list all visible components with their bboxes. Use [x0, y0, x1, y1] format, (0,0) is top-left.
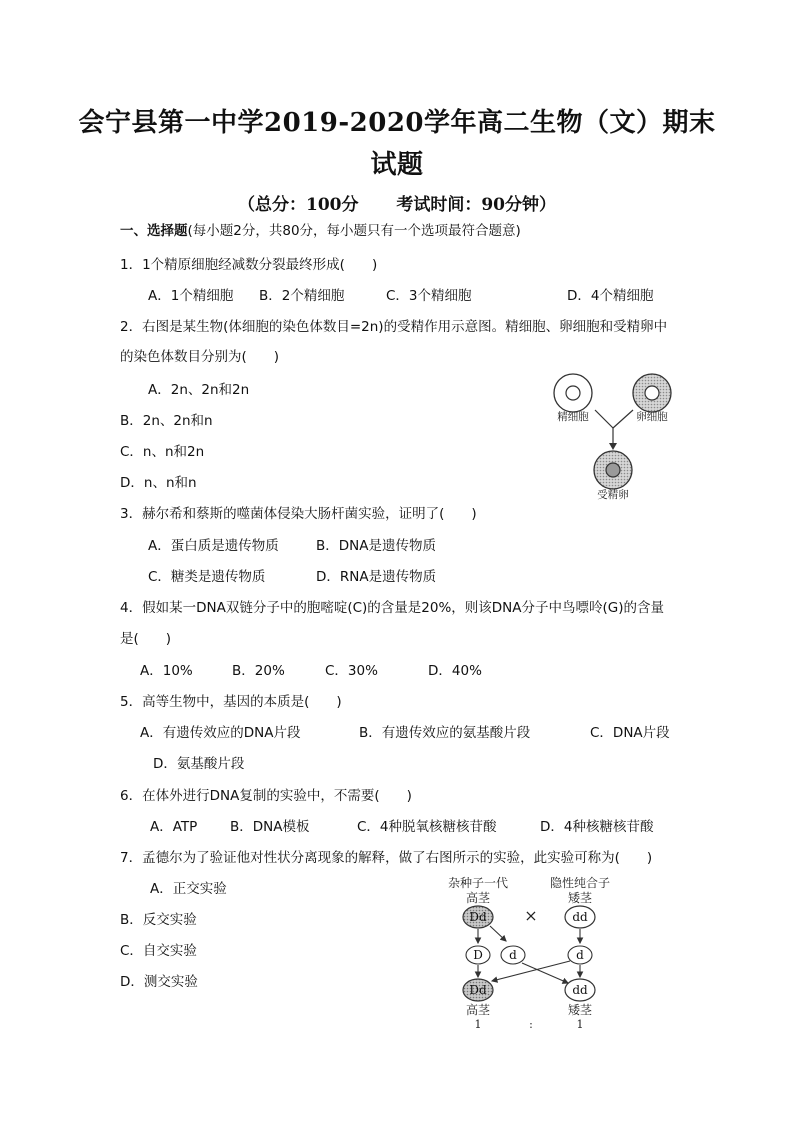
q6-stem: 6．在体外进行DNA复制的实验中，不需要( ) [120, 788, 412, 804]
egg-cell-icon [633, 374, 671, 412]
total-score: （总分：100分 [237, 195, 359, 215]
fertilization-diagram [545, 370, 695, 505]
sperm-label: 精细胞 [557, 411, 589, 423]
fertilization-arrows-icon [478, 961, 580, 983]
q7-option-b: B．反交实验 [120, 912, 197, 928]
q3-option-b: B．DNA是遗传物质 [316, 538, 436, 554]
fusion-arrow-icon [595, 410, 633, 450]
gamete-D: D [473, 948, 483, 962]
offspring2-genotype: dd [572, 983, 588, 997]
meiosis-arrows-icon [478, 926, 580, 943]
offspring2-phenotype: 矮茎 [567, 1003, 593, 1017]
q2-option-b: B．2n、2n和n [120, 413, 213, 429]
q3-option-a: A．蛋白质是遗传物质 [148, 538, 279, 554]
q4-option-c: C．30% [325, 663, 378, 679]
cross-symbol: × [524, 906, 538, 925]
exam-title-line2: 试题 [370, 150, 424, 180]
parent2-genotype: dd [572, 910, 588, 924]
section-heading [120, 221, 521, 241]
q1-option-d: D．4个精细胞 [567, 288, 654, 304]
q5-stem: 5．高等生物中，基因的本质是( ) [120, 694, 342, 710]
q1-option-a: A．1个精细胞 [148, 288, 234, 304]
q2-option-d: D．n、n和n [120, 475, 197, 491]
ratio-left: 1 [474, 1018, 482, 1031]
recessive-homozygote-label: 隐性纯合子 [549, 876, 611, 890]
q6-option-b: B．DNA模板 [230, 819, 310, 835]
q7-option-c: C．自交实验 [120, 943, 197, 959]
q4-stem-line1: 4．假如某一DNA双链分子中的胞嘧啶(C)的含量是20%，则该DNA分子中鸟嘌呤(G)的含量 [120, 600, 665, 616]
q2-stem-line1: 2．右图是某生物(体细胞的染色体数目=2n)的受精作用示意图。精细胞、卵细胞和受精卵中 [120, 319, 668, 335]
zygote-label: 受精卵 [597, 489, 629, 501]
q2-option-c: C．n、n和2n [120, 444, 205, 460]
parent2-phenotype: 矮茎 [567, 891, 593, 905]
exam-time: 考试时间：90分钟） [396, 195, 556, 215]
q6-option-d: D．4种核糖核苷酸 [540, 819, 654, 835]
q1-stem: 1．1个精原细胞经减数分裂最终形成( ) [120, 257, 378, 273]
q7-stem: 7．孟德尔为了验证他对性状分离现象的解释，做了右图所示的实验，此实验可称为( ) [120, 850, 653, 866]
q6-option-c: C．4种脱氧核糖核苷酸 [357, 819, 497, 835]
ratio-right: 1 [576, 1018, 584, 1031]
q2-option-a: A．2n、2n和2n [148, 382, 250, 398]
section-note: (每小题2分，共80分，每小题只有一个选项最符合题意) [187, 223, 521, 239]
exam-info [0, 190, 794, 215]
q5-option-c: C．DNA片段 [590, 725, 670, 741]
q5-option-b: B．有遗传效应的氨基酸片段 [359, 725, 531, 741]
q3-option-c: C．糖类是遗传物质 [148, 569, 266, 585]
parent1-genotype: Dd [469, 910, 487, 924]
exam-title-line1: 会宁县第一中学2019-2020学年高二生物（文）期末 [78, 108, 716, 138]
q1-option-c: C．3个精细胞 [386, 288, 472, 304]
q4-option-b: B．20% [232, 663, 285, 679]
offspring1-genotype: Dd [469, 983, 487, 997]
q4-option-d: D．40% [428, 663, 482, 679]
q3-stem: 3．赫尔希和蔡斯的噬菌体侵染大肠杆菌实验，证明了( ) [120, 506, 477, 522]
ratio-colon: : [529, 1018, 533, 1031]
f1-hybrid-label: 杂种子一代 [447, 876, 509, 890]
q4-stem-line2: 是( ) [120, 631, 172, 647]
zygote-cell-icon [594, 451, 632, 489]
gamete-d2: d [576, 948, 584, 962]
gamete-d1: d [509, 948, 517, 962]
section-title: 一、选择题 [120, 223, 188, 239]
q5-option-d: D．氨基酸片段 [153, 756, 245, 772]
sperm-cell-icon [554, 374, 592, 412]
q5-option-a: A．有遗传效应的DNA片段 [140, 725, 301, 741]
q1-option-b: B．2个精细胞 [259, 288, 345, 304]
q6-option-a: A．ATP [150, 819, 198, 835]
parent1-phenotype: 高茎 [465, 891, 491, 905]
q7-option-d: D．测交实验 [120, 974, 198, 990]
q4-option-a: A．10% [140, 663, 193, 679]
q2-stem-line2: 的染色体数目分别为( ) [120, 349, 280, 365]
q7-option-a: A．正交实验 [150, 881, 227, 897]
test-cross-diagram [430, 873, 645, 1033]
offspring1-phenotype: 高茎 [465, 1003, 491, 1017]
egg-label: 卵细胞 [636, 411, 668, 423]
q3-option-d: D．RNA是遗传物质 [316, 569, 437, 585]
